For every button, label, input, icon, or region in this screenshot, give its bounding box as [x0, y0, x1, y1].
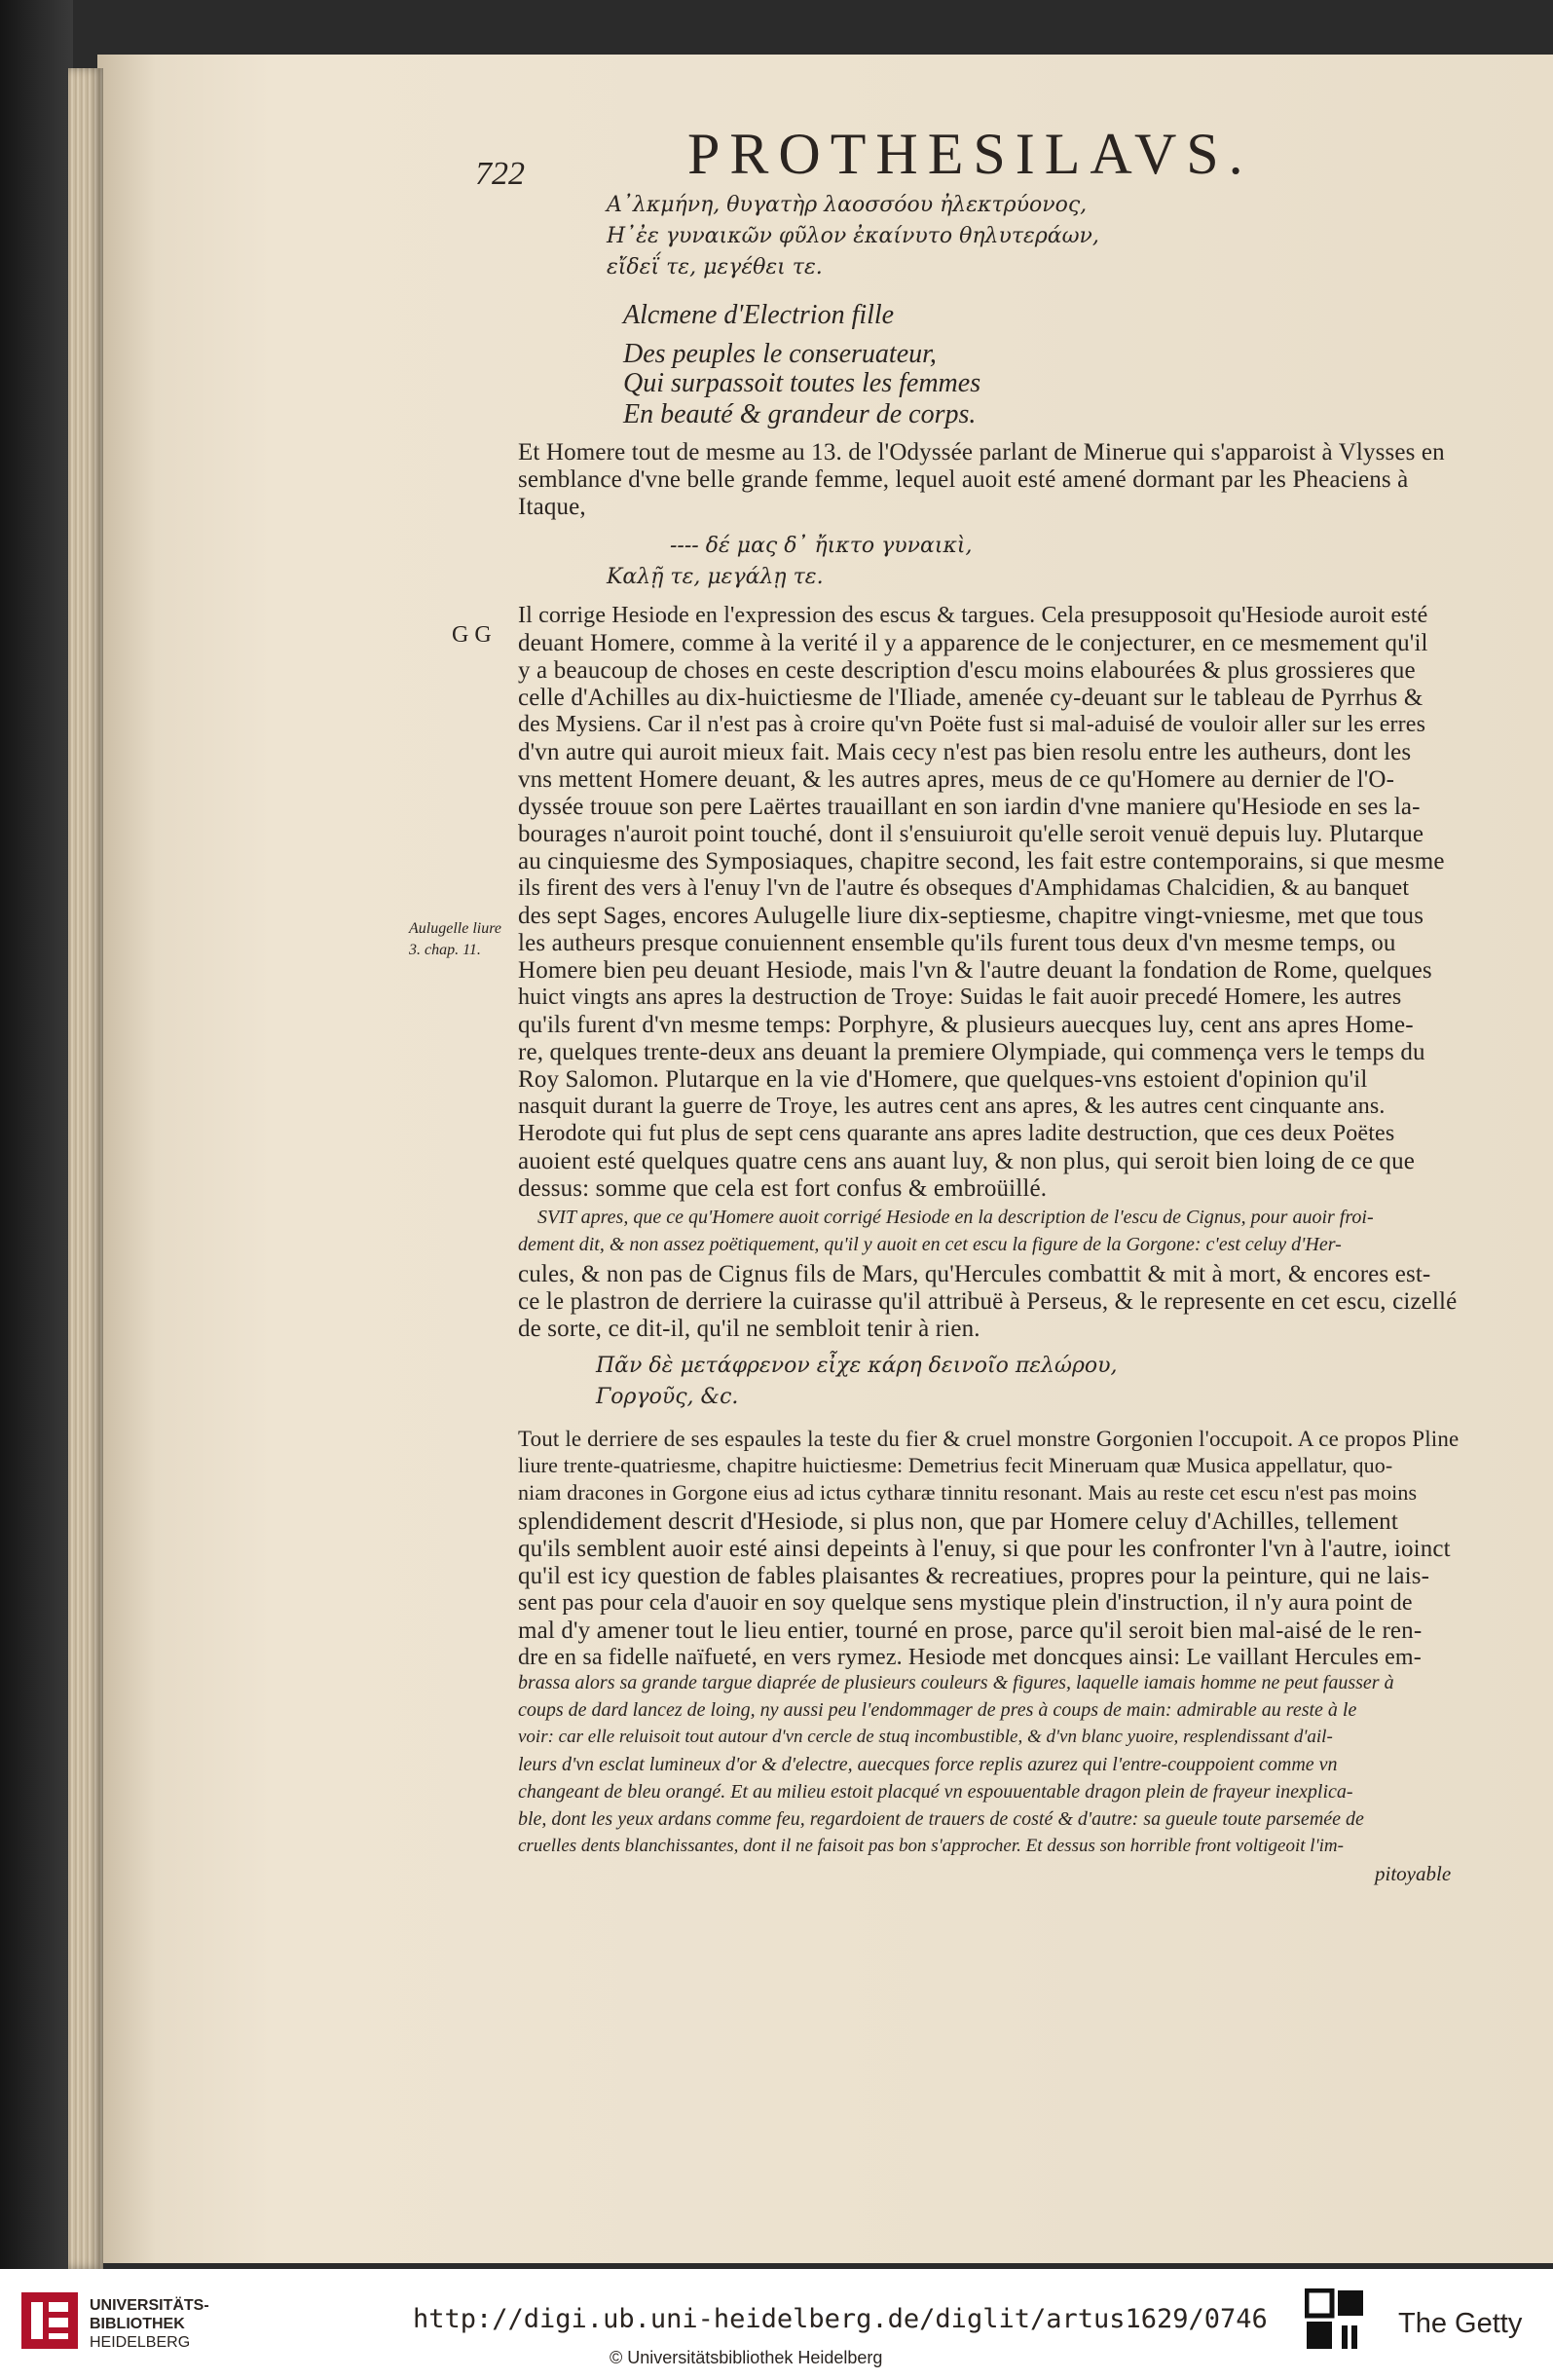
- verse-line: Des peuples le conseruateur,: [623, 339, 937, 369]
- verse-line: Alcmene d'Electrion fille: [623, 300, 895, 330]
- getty-logo-icon: [1305, 2288, 1365, 2353]
- greek-line: Γοργοῦς, &c.: [596, 1385, 739, 1409]
- university-logo-icon: [19, 2290, 80, 2351]
- text-line: brassa alors sa grande targue diaprée de plusieurs couleurs & figures, laquelle iamais homme ne peut fausser à: [518, 1672, 1394, 1693]
- text-line: dement dit, & non assez poëtiquement, qu'il y auoit en cet escu la figure de la Gorgone: c'est celuy d'Her-: [518, 1234, 1342, 1255]
- greek-line: Πᾶν δὲ μετάφρενον εἶχε κάρη δεινοῖο πελώρου,: [596, 1354, 1118, 1378]
- text-line: ils firent des vers à l'enuy l'vn de l'autre és obseques d'Amphidamas Chalcidien, & au banquet: [518, 875, 1410, 901]
- page-title: PROTHESILAVS.: [687, 122, 1253, 186]
- margin-note-line: 3. chap. 11.: [409, 942, 481, 958]
- text-line: coups de dard lancez de loing, ny aussi peu l'endommager de pres à coups de main: admirable au reste à le: [518, 1699, 1357, 1721]
- text-line: d'vn autre qui auroit mieux fait. Mais cecy n'est pas bien resolu entre les autheurs, dont les: [518, 739, 1412, 765]
- text-line: semblance d'vne belle grande femme, lequel auoit esté amené dormant par les Pheaciens à: [518, 466, 1409, 493]
- text-line: changeant de bleu orangé. Et au milieu estoit placqué vn espouuentable dragon plein de frayeur inexplica-: [518, 1781, 1353, 1803]
- greek-line: εἴδεΐ τε, μεγέθει τε.: [607, 255, 823, 279]
- verse-line: Qui surpassoit toutes les femmes: [623, 368, 981, 398]
- text-line: des Mysiens. Car il n'est pas à croire qu'vn Poëte fust si mal-aduisé de vouloir aller sur les erres: [518, 712, 1426, 737]
- greek-line: Η᾿ἐε γυναικῶν φῦλον ἐκαίνυτο θηλυτεράων,: [607, 224, 1099, 248]
- text-line: dre en sa fidelle naïfueté, en vers rymez. Hesiode met doncques ainsi: Le vaillant Hercules em-: [518, 1645, 1422, 1670]
- text-line: vns mettent Homere deuant, & les autres apres, meus de ce qu'Homere au dernier de l'O-: [518, 766, 1395, 793]
- text-line: cruelles dents blanchissantes, dont il ne faisoit pas bon s'approcher. Et dessus son horrible front voltigeoit l'im-: [518, 1836, 1344, 1856]
- text-line: ce le plastron de derriere la cuirasse qu'il attribuë à Perseus, & le represente en cet escu, cizellé: [518, 1288, 1458, 1315]
- text-line: dessus: somme que cela est fort confus & embroüillé.: [518, 1175, 1048, 1202]
- text-line: niam dracones in Gorgone eius ad ictus cytharæ tinnitu resonant. Mais au reste cet escu n'est pas moins: [518, 1480, 1418, 1505]
- text-line: Herodote qui fut plus de sept cens quarante ans apres ladite destruction, que ces deux Poëtes: [518, 1121, 1395, 1146]
- book-page-edges: [68, 68, 103, 2269]
- text-line: les autheurs presque conuiennent ensemble qu'ils furent tous deux d'vn mesme temps, ou: [518, 930, 1396, 956]
- text-line: bourages n'auroit point touché, dont il s'ensuiuroit qu'elle seroit venuë depuis luy. Plutarque: [518, 821, 1424, 847]
- library-name-line: HEIDELBERG: [90, 2334, 191, 2351]
- text-line: Itaque,: [518, 494, 586, 520]
- permalink-url[interactable]: http://digi.ub.uni-heidelberg.de/diglit/artus1629/0746: [413, 2304, 1268, 2334]
- text-line: mal d'y amener tout le lieu entier, tourné en prose, parce qu'il seroit bien mal-aisé de le ren-: [518, 1618, 1423, 1644]
- text-line: re, quelques trente-deux ans deuant la premiere Olympiade, qui commença vers le temps du: [518, 1039, 1425, 1065]
- text-line: sent pas pour cela d'auoir en soy quelque sens mystique plein d'instruction, il n'y aura point de: [518, 1590, 1413, 1616]
- text-line: voir: car elle reluisoit tout autour d'vn cercle de stuq incombustible, & d'vn blanc yuoire, resplendissant d'ail-: [518, 1727, 1333, 1747]
- text-line: Tout le derriere de ses espaules la teste du fier & cruel monstre Gorgonien l'occupoit. A ce propos Pline: [518, 1427, 1460, 1451]
- text-line: Roy Salomon. Plutarque en la vie d'Homere, que quelques-vns estoient d'opinion qu'il: [518, 1066, 1368, 1093]
- text-line: de sorte, ce dit-il, qu'il ne sembloit tenir à rien.: [518, 1316, 980, 1342]
- library-name-line: UNIVERSITÄTS-: [90, 2297, 209, 2314]
- page-number: 722: [475, 156, 525, 192]
- text-line: splendidement descrit d'Hesiode, si plus non, que par Homere celuy d'Achilles, tellement: [518, 1508, 1398, 1535]
- library-name-line: BIBLIOTHEK: [90, 2316, 185, 2332]
- signature-mark: G G: [452, 622, 492, 648]
- verse-line: En beauté & grandeur de corps.: [623, 399, 977, 429]
- greek-line: Καλῇ τε, μεγάλῃ τε.: [607, 565, 824, 589]
- text-line: des sept Sages, encores Aulugelle liure dix-septiesme, chapitre vingt-vniesme, met que tous: [518, 903, 1424, 929]
- catchword: pitoyable: [1375, 1862, 1452, 1885]
- greek-line: ---- δέ μας δ᾿ ἤικτο γυναικὶ,: [670, 534, 973, 558]
- text-line: Homere bien peu deuant Hesiode, mais l'vn & l'autre deuant la fondation de Rome, quelques: [518, 957, 1432, 984]
- greek-line: Α᾿λκμήνη, θυγατὴρ λαοσσόου ἠλεκτρύονος,: [607, 193, 1088, 217]
- text-line: leurs d'vn esclat lumineux d'or & d'electre, auecques force replis azurez qui l'entre-couppoient comme vn: [518, 1754, 1338, 1775]
- text-line: au cinquiesme des Symposiaques, chapitre second, les fait estre contemporains, si que mesme: [518, 848, 1445, 874]
- margin-note-line: Aulugelle liure: [409, 920, 501, 937]
- text-line: qu'ils semblent auoir esté ainsi depeints à l'enuy, si que pour les confronter l'vn à l'autre, ioinct: [518, 1536, 1451, 1562]
- text-line: celle d'Achilles au dix-huictiesme de l'Iliade, amenée cy-deuant sur le tableau de Pyrrhus &: [518, 685, 1424, 711]
- text-line: y a beaucoup de choses en ceste description d'escu moins elabourées & plus grossieres que: [518, 657, 1416, 684]
- text-line: auoient esté quelques quatre cens ans auant luy, & non plus, qui seroit bien loing de ce que: [518, 1148, 1415, 1174]
- text-line: SVIT apres, que ce qu'Homere auoit corrigé Hesiode en la description de l'escu de Cignus, pour auoir froi-: [537, 1207, 1374, 1228]
- text-line: cules, & non pas de Cignus fils de Mars, qu'Hercules combattit & mit à mort, & encores est-: [518, 1261, 1431, 1287]
- text-line: Et Homere tout de mesme au 13. de l'Odyssée parlant de Minerue qui s'apparoist à Vlysses en: [518, 439, 1445, 465]
- book-left-shadow: [0, 0, 73, 2269]
- text-line: liure trente-quatriesme, chapitre huictiesme: Demetrius fecit Mineruam quæ Musica appellatur, quo-: [518, 1453, 1393, 1477]
- text-line: qu'il est icy question de fables plaisantes & recreatiues, propres pour la peinture, qui ne lais-: [518, 1563, 1430, 1589]
- text-line: nasquit durant la guerre de Troye, les autres cent ans apres, & les autres cent cinquante ans.: [518, 1094, 1386, 1119]
- text-line: huict vingts ans apres la destruction de Troye: Suidas le fait auoir precedé Homere, les autres: [518, 985, 1402, 1010]
- getty-label: The Getty: [1398, 2308, 1523, 2339]
- text-line: deuant Homere, comme à la verité il y a apparence de le conjecturer, en ce mesmement qu'il: [518, 630, 1428, 656]
- text-line: Il corrige Hesiode en l'expression des escus & targues. Cela presupposoit qu'Hesiode auroit esté: [518, 603, 1428, 628]
- text-line: ble, dont les yeux ardans comme feu, regardoient de trauers de costé & d'autre: sa gueule toute parsemée de: [518, 1808, 1364, 1830]
- text-line: qu'ils furent d'vn mesme temps: Porphyre, & plusieurs auecques luy, cent ans apres Home-: [518, 1012, 1414, 1038]
- copyright-text: © Universitätsbibliothek Heidelberg: [610, 2348, 883, 2367]
- text-line: dyssée trouue son pere Laërtes trauaillant en son iardin d'vne maniere qu'Hesiode en ses la-: [518, 794, 1421, 820]
